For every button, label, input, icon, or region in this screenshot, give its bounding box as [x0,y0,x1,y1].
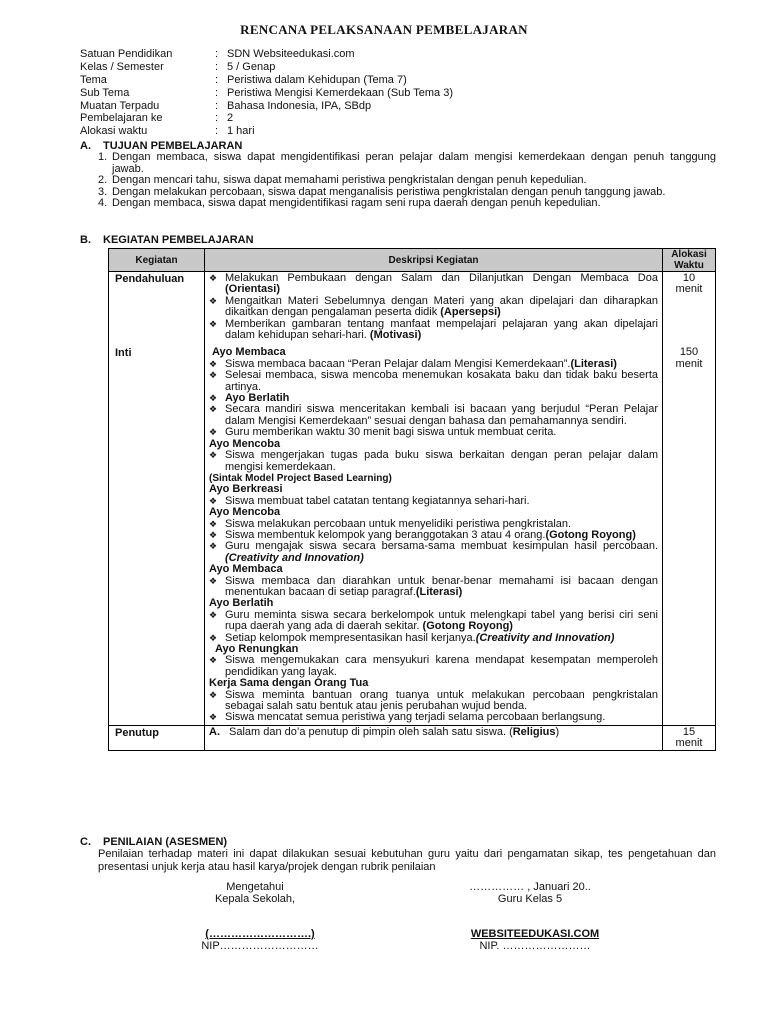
penutup-letter: A. [209,725,220,738]
diamond-bullet-icon: ❖ [209,609,218,620]
diamond-bullet-icon: ❖ [209,495,218,506]
bullet-text: Siswa melakukan percobaan untuk menyelidiki peristiwa pengkristalan. [225,517,572,530]
principal-nip: NIP……………………… [201,940,319,952]
info-value: Bahasa Indonesia, IPA, SBdp [227,99,372,112]
info-label: Kelas / Semester [80,60,164,73]
section-c-letter: C. [80,836,91,848]
diamond-bullet-icon: ❖ [209,273,218,283]
header-waktu: Alokasi Waktu [663,249,716,272]
diamond-bullet-icon: ❖ [209,450,218,461]
diamond-bullet-icon: ❖ [209,358,218,369]
subheading-kerja-sama: Kerja Sama dengan Orang Tua [209,677,369,690]
subheading-ayo-membaca: Ayo Membaca [212,346,286,359]
bullet-text: Selesai membaca, siswa mencoba menemukan kosakata baku dan tidak baku beserta artinya. [225,369,658,393]
inti-time [663,342,715,370]
signature-left [190,881,320,905]
bullet-tag: (Gotong Royong) [545,528,636,541]
bullet-tag: (Creativity and Innovation) [475,631,615,644]
objective-number: 1. [98,151,108,163]
info-label: Muatan Terpadu [80,99,160,112]
info-row [80,74,453,87]
info-value: 5 / Genap [227,60,276,73]
subheading-ayo-berkreasi: Ayo Berkreasi [209,483,283,496]
diamond-bullet-icon: ❖ [209,295,218,306]
section-c-title: PENILAIAN (ASESMEN) [103,836,228,848]
info-label: Pembelajaran ke [80,112,163,125]
subheading-ayo-renungkan: Ayo Renungkan [215,643,299,655]
activity-table [108,248,716,751]
bullet-text: Siswa mengerjakan tugas pada buku siswa berkaitan dengan peran pelajar dalam mengisi kemerdekaan. [225,449,658,473]
bullet-text: Guru memberikan waktu 30 menit bagi siswa untuk membuat cerita. [225,426,557,439]
bullet-text: Siswa membaca dan diarahkan untuk benar-benar memahami isi bacaan dengan menentukan bacaan di setiap paragraf. [225,574,658,598]
subheading-ayo-mencoba: Ayo Mencoba [209,437,281,450]
pendahuluan-time-number: 10 [682,272,696,284]
bullet-item [209,370,658,393]
teacher-nip: NIP. …………………… [479,940,591,952]
penutup-text: Salam dan do’a penutup di pimpin oleh salah satu siswa. ( [229,725,513,738]
section-b-letter: B. [80,234,91,246]
bullet-text: Setiap kelompok mempresentasikan hasil kerjanya. [225,631,476,644]
info-label: Sub Tema [80,86,130,99]
diamond-bullet-icon: ❖ [209,518,218,529]
bullet-tag: (Gotong Royong) [422,620,513,633]
info-row [80,61,453,74]
diamond-bullet-icon: ❖ [209,575,218,586]
bullet-text: Guru meminta siswa secara berkelompok untuk melengkapi tabel yang berisi ciri seni rupa daerah yang ada di daerah sekitar. [225,608,658,633]
diamond-bullet-icon: ❖ [209,404,218,415]
info-colon: : [215,99,219,112]
info-colon: : [215,112,219,125]
inti-description [205,342,662,724]
objective-text: Dengan mencari tahu, siswa dapat memahami peristiwa pengkristalan dengan penuh kepedulian. [112,174,587,186]
info-colon: : [215,60,219,73]
bullet-tag: (Motivasi) [369,329,422,342]
subheading-ayo-membaca: Ayo Membaca [209,563,283,576]
bullet-text: Siswa membaca bacaan “Peran Pelajar dalam Mengisi Kemerdekaan”. [225,357,571,370]
objective-item [98,175,716,187]
penutup-item [209,727,658,738]
diamond-bullet-icon: ❖ [209,632,218,643]
bullet-tag: (Literasi) [415,585,463,598]
diamond-bullet-icon: ❖ [209,393,218,404]
inti-time-unit: menit [675,357,703,370]
bullet-tag: (Orientasi) [225,283,281,296]
diamond-bullet-icon: ❖ [209,427,218,438]
penutup-time [663,726,715,750]
phase-inti: Inti [115,347,132,360]
penutup-close: ) [555,725,560,738]
bullet-item [209,404,658,427]
subheading-ayo-berlatih: Ayo Berlatih [209,597,274,610]
info-colon: : [215,48,219,60]
info-row [80,87,453,100]
section-a-title: TUJUAN PEMBELAJARAN [103,140,243,152]
diamond-bullet-icon: ❖ [209,370,218,381]
sign-right-line2: Guru Kelas 5 [497,893,563,905]
info-label: Satuan Pendidikan [80,48,173,60]
bullet-item [209,690,658,713]
bullet-item [209,655,658,678]
sign-left-line2: Kepala Sekolah, [214,893,296,905]
bullet-tag: (Literasi) [570,357,617,370]
bullet-text: Siswa membuat tabel catatan tentang kegiatannya sehari-hari. [225,494,530,507]
penutup-time-unit: menit [675,737,703,750]
info-value: Peristiwa dalam Kehidupan (Tema 7) [227,73,407,86]
objective-number: 2. [98,174,108,186]
diamond-bullet-icon: ❖ [209,655,218,666]
section-b-title: KEGIATAN PEMBELAJARAN [103,234,254,246]
info-row [80,112,453,125]
identity-block [80,48,453,138]
info-colon: : [215,86,219,99]
info-colon: : [215,125,219,138]
info-row [80,48,453,61]
document-title: RENCANA PELAKSANAAN PEMBELAJARAN [240,22,528,37]
bullet-text: Siswa membentuk kelompok yang beranggotakan 3 atau 4 orang. [225,528,546,541]
objective-text: Dengan melakukan percobaan, siswa dapat menganalisis peristiwa pengkristalan dengan penuh tanggung jawab. [112,185,666,198]
subheading-ayo-mencoba: Ayo Mencoba [209,506,281,519]
pendahuluan-description [205,272,662,342]
principal-name: (……………………….) [205,928,315,940]
subheading-ayo-berlatih: Ayo Berlatih [225,392,290,405]
bullet-text: Guru mengajak siswa secara bersama-sama membuat kesimpulan hasil percobaan. [225,540,658,553]
header-deskripsi: Deskripsi Kegiatan [205,249,663,272]
bullet-item [209,273,658,296]
bullet-text: Mengaitkan Materi Sebelumnya dengan Materi yang akan dipelajari dan diharapkan dikaitkan dengan pengalaman peserta didik [225,294,658,319]
info-colon: : [215,73,219,86]
pendahuluan-time-unit: menit [675,283,703,296]
bullet-text: Secara mandiri siswa menceritakan kembali isi bacaan yang berjudul “Peran Pelajar dalam Mengisi Kemerdekaan” sesuai dengan bahasa dan pemahamannya sendiri. [225,403,658,427]
diamond-bullet-icon: ❖ [209,541,218,552]
bullet-item [209,712,658,723]
bullet-text: Siswa mengemukakan cara mensyukuri karena mendapat kesempatan memperoleh pendidikan yang layak. [225,654,658,678]
info-row [80,125,453,138]
info-value: Peristiwa Mengisi Kemerdekaan (Sub Tema 3) [227,86,454,99]
objective-number: 4. [98,197,108,209]
info-label: Tema [80,73,107,86]
penutup-description [205,726,662,739]
info-value: SDN Websiteedukasi.com [227,48,355,60]
bullet-text: Memberikan gambaran tentang manfaat mempelajari pelajaran yang akan dipelajari dalam kehidupan sehari-hari. [225,317,658,342]
inti-time-number: 150 [679,346,699,359]
header-kegiatan: Kegiatan [109,249,205,272]
diamond-bullet-icon: ❖ [209,712,218,723]
bullet-item [209,296,658,319]
sintak-note: (Sintak Model Project Based Learning) [209,472,392,484]
bullet-item [209,541,658,564]
diamond-bullet-icon: ❖ [209,529,218,540]
signature-left-name [180,928,340,952]
bullet-item [209,427,658,438]
objective-text: Dengan membaca, siswa dapat mengidentifikasi peran pelajar dalam mengisi kemerdekaan dengan penuh tanggung jawab. [112,151,716,175]
bullet-tag: (Apersepsi) [440,306,501,319]
objective-item [98,152,716,175]
section-b-heading [80,234,254,246]
bullet-item [209,319,658,342]
info-value: 1 hari [227,125,255,138]
sign-right-line1: …………… , Januari 20.. [469,881,591,893]
bullet-item [209,450,658,473]
section-c-heading [80,836,227,848]
section-a-letter: A. [80,140,91,152]
objective-text: Dengan membaca, siswa dapat mengidentifikasi ragam seni rupa daerah dengan penuh kepedulian. [112,197,601,209]
teacher-name: WEBSITEEDUKASI.COM [470,928,600,940]
assessment-paragraph: Penilaian terhadap materi ini dapat dilakukan sesuai kebutuhan guru yaitu dari pengamatan sikap, tes pengetahuan dan presentasi unjuk kerja atau hasil karya/projek dengan rubrik penilaian [98,848,716,873]
diamond-bullet-icon: ❖ [209,689,218,700]
objectives-list [98,152,716,210]
info-label: Alokasi waktu [80,125,148,138]
bullet-item [209,576,658,599]
pendahuluan-time [663,272,715,296]
signature-right-name [450,928,620,952]
phase-penutup: Penutup [115,726,159,739]
bullet-item [209,610,658,633]
bullet-text: Melakukan Pembukaan dengan Salam dan Dilanjutkan Dengan Membaca Doa [225,272,658,284]
signature-right [440,881,620,905]
bullet-text: Siswa mencatat semua peristiwa yang terjadi selama percobaan berlangsung. [225,711,606,724]
bullet-tag: (Creativity and Innovation) [225,551,364,564]
objective-number: 3. [98,185,108,198]
info-row [80,100,453,113]
phase-pendahuluan: Pendahuluan [115,273,185,285]
info-value: 2 [227,112,234,125]
diamond-bullet-icon: ❖ [209,318,218,329]
objective-item [98,198,716,210]
sign-left-line1: Mengetahui [226,881,284,893]
penutup-time-number: 15 [682,725,696,738]
bullet-text: Siswa meminta bantuan orang tuanya untuk melakukan percobaan pengkristalan sebagai salah satu bentuk atau jenis perubahan wujud benda. [225,688,658,713]
penutup-tag: Religius [512,725,556,738]
